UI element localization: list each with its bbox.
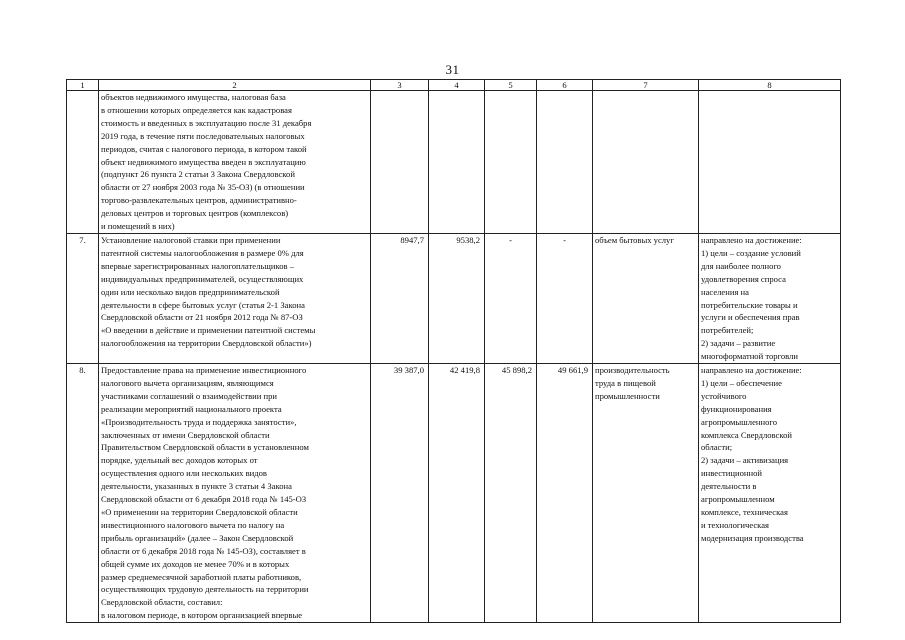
text-line: общей сумме их доходов не менее 70% и в которых bbox=[101, 558, 290, 569]
table-row bbox=[67, 364, 841, 623]
text-line: один или несколько видов предпринимательской bbox=[101, 286, 280, 297]
text-line: многоформатной торговли bbox=[701, 351, 799, 362]
text-line: услуги и обеспечения прав bbox=[701, 312, 800, 323]
text-line: функционирования bbox=[701, 403, 772, 414]
text-line: объем бытовых услуг bbox=[595, 234, 674, 245]
column-header: 4 bbox=[429, 80, 485, 91]
text-line: деловых центров и торговых центров (комплексов) bbox=[101, 208, 289, 219]
text-line: комплекса Свердловской bbox=[701, 429, 793, 440]
tax-expenditure-table bbox=[66, 79, 841, 623]
indicator-cell bbox=[593, 91, 699, 234]
column-header: 5 bbox=[485, 80, 537, 91]
text-line: размер среднемесячной заработной платы работников, bbox=[101, 571, 302, 582]
column-header: 6 bbox=[537, 80, 593, 91]
text-line: потребительские товары и bbox=[701, 299, 798, 310]
text-line: и помещений в них) bbox=[101, 221, 175, 232]
text-line: инвестиционного налогового вычета по налогу на bbox=[101, 519, 285, 530]
table-row bbox=[67, 233, 841, 363]
value-cell bbox=[537, 91, 593, 234]
column-header: 7 bbox=[593, 80, 699, 91]
text-line: осуществления одного или нескольких видов bbox=[101, 468, 267, 479]
text-line: агропромышленном bbox=[701, 494, 775, 505]
text-line: «Производительность труда и поддержка занятости», bbox=[101, 416, 297, 427]
text-line: Установление налоговой ставки при применении bbox=[101, 234, 281, 245]
text-line: реализации мероприятий национального проекта bbox=[101, 403, 282, 414]
column-header: 8 bbox=[699, 80, 841, 91]
value-cell: - bbox=[485, 233, 537, 363]
text-line: области; bbox=[701, 442, 733, 453]
description-cell bbox=[99, 364, 371, 623]
text-line: в налоговом периоде, в котором организацией впервые bbox=[101, 610, 303, 621]
goal-cell bbox=[699, 233, 841, 363]
text-line: Свердловской области от 21 ноября 2012 года № 87-ОЗ bbox=[101, 312, 303, 323]
text-line: Правительством Свердловской области в установленном bbox=[101, 442, 309, 453]
text-line: модернизация производства bbox=[701, 532, 804, 543]
text-line: индивидуальных предпринимателей, осуществляющих bbox=[101, 273, 304, 284]
text-line: труда в пищевой bbox=[595, 377, 656, 388]
text-line: «О введении в действие и применении патентной системы bbox=[101, 325, 316, 336]
text-line: Свердловской области, составил: bbox=[101, 597, 223, 608]
text-line: 2) задачи – развитие bbox=[701, 338, 776, 349]
text-line: периодов, считая с налогового периода, в котором такой bbox=[101, 143, 307, 154]
text-line: торгово-развлекательных центров, административно- bbox=[101, 195, 297, 206]
text-line: патентной системы налогообложения в размере 0% для bbox=[101, 247, 304, 258]
text-line: порядке, удельный вес доходов которых от bbox=[101, 455, 258, 466]
text-line: деятельности, указанных в пункте 3 статьи 4 Закона bbox=[101, 481, 292, 492]
text-line: промышленности bbox=[595, 390, 660, 401]
row-number: 8. bbox=[67, 364, 99, 623]
text-line: объектов недвижимого имущества, налоговая база bbox=[101, 92, 286, 102]
text-line: впервые зарегистрированных налогоплательщиков – bbox=[101, 260, 295, 271]
value-cell: 9538,2 bbox=[429, 233, 485, 363]
text-line: 1) цели – создание условий bbox=[701, 247, 801, 258]
text-line: населения на bbox=[701, 286, 749, 297]
row-number bbox=[67, 91, 99, 234]
value-cell: 45 898,2 bbox=[485, 364, 537, 623]
text-line: потребителей; bbox=[701, 325, 754, 336]
text-line: налогового вычета организациям, являющимся bbox=[101, 377, 274, 388]
goal-cell bbox=[699, 364, 841, 623]
text-line: и технологическая bbox=[701, 519, 769, 530]
value-cell: 42 419,8 bbox=[429, 364, 485, 623]
text-line: осуществляющих трудовую деятельность на территории bbox=[101, 584, 309, 595]
text-line: «О применении на территории Свердловской области bbox=[101, 507, 298, 517]
text-line: области от 6 декабря 2018 года № 145-ОЗ), составляет в bbox=[101, 545, 306, 556]
goal-cell bbox=[699, 91, 841, 234]
text-line: (подпункт 26 пункта 2 статьи 3 Закона Свердловской bbox=[101, 169, 295, 180]
text-line: области от 27 ноября 2003 года № 35-ОЗ) (в отношении bbox=[101, 182, 305, 193]
value-cell: 8947,7 bbox=[371, 233, 429, 363]
text-line: объект недвижимого имущества введен в эксплуатацию bbox=[101, 156, 306, 167]
value-cell: 49 661,9 bbox=[537, 364, 593, 623]
page-number: 31 bbox=[445, 62, 460, 77]
text-line: прибыль организаций» (далее – Закон Свердловской bbox=[101, 532, 294, 543]
text-line: инвестиционной bbox=[701, 468, 762, 479]
text-line: стоимость и введенных в эксплуатацию после 31 декабря bbox=[101, 117, 312, 128]
text-line: заключенных от имени Свердловской области bbox=[101, 429, 270, 440]
text-line: 2) задачи – активизация bbox=[701, 455, 789, 466]
column-number-row bbox=[67, 80, 841, 91]
value-cell bbox=[485, 91, 537, 234]
text-line: для наиболее полного bbox=[701, 260, 781, 271]
value-cell bbox=[371, 91, 429, 234]
table-row bbox=[67, 91, 841, 234]
text-line: деятельности в сфере бытовых услуг (статья 2-1 Закона bbox=[101, 299, 305, 310]
text-line: налогообложения на территории Свердловской области») bbox=[101, 338, 312, 349]
indicator-cell bbox=[593, 233, 699, 363]
value-cell: - bbox=[537, 233, 593, 363]
text-line: Свердловской области от 6 декабря 2018 года № 145-ОЗ bbox=[101, 494, 307, 505]
text-line: агропромышленного bbox=[701, 416, 777, 427]
value-cell bbox=[429, 91, 485, 234]
text-line: направлено на достижение: bbox=[701, 365, 802, 376]
description-cell bbox=[99, 233, 371, 363]
text-line: направлено на достижение: bbox=[701, 234, 802, 245]
text-line: комплексе, техническая bbox=[701, 507, 788, 517]
value-cell: 39 387,0 bbox=[371, 364, 429, 623]
description-cell bbox=[99, 91, 371, 234]
text-line: устойчивого bbox=[701, 390, 747, 401]
text-line: Предоставление права на применение инвестиционного bbox=[101, 365, 307, 376]
row-number: 7. bbox=[67, 233, 99, 363]
text-line: производительность bbox=[595, 365, 670, 376]
column-header: 2 bbox=[99, 80, 371, 91]
column-header: 3 bbox=[371, 80, 429, 91]
text-line: 2019 года, в течение пяти последовательных налоговых bbox=[101, 130, 305, 141]
column-header: 1 bbox=[67, 80, 99, 91]
text-line: участниками соглашений о взаимодействии при bbox=[101, 390, 277, 401]
text-line: в отношении которых определяется как кадастровая bbox=[101, 104, 292, 115]
text-line: 1) цели – обеспечение bbox=[701, 377, 782, 388]
indicator-cell bbox=[593, 364, 699, 623]
text-line: удовлетворения спроса bbox=[701, 273, 786, 284]
text-line: деятельности в bbox=[701, 481, 757, 492]
